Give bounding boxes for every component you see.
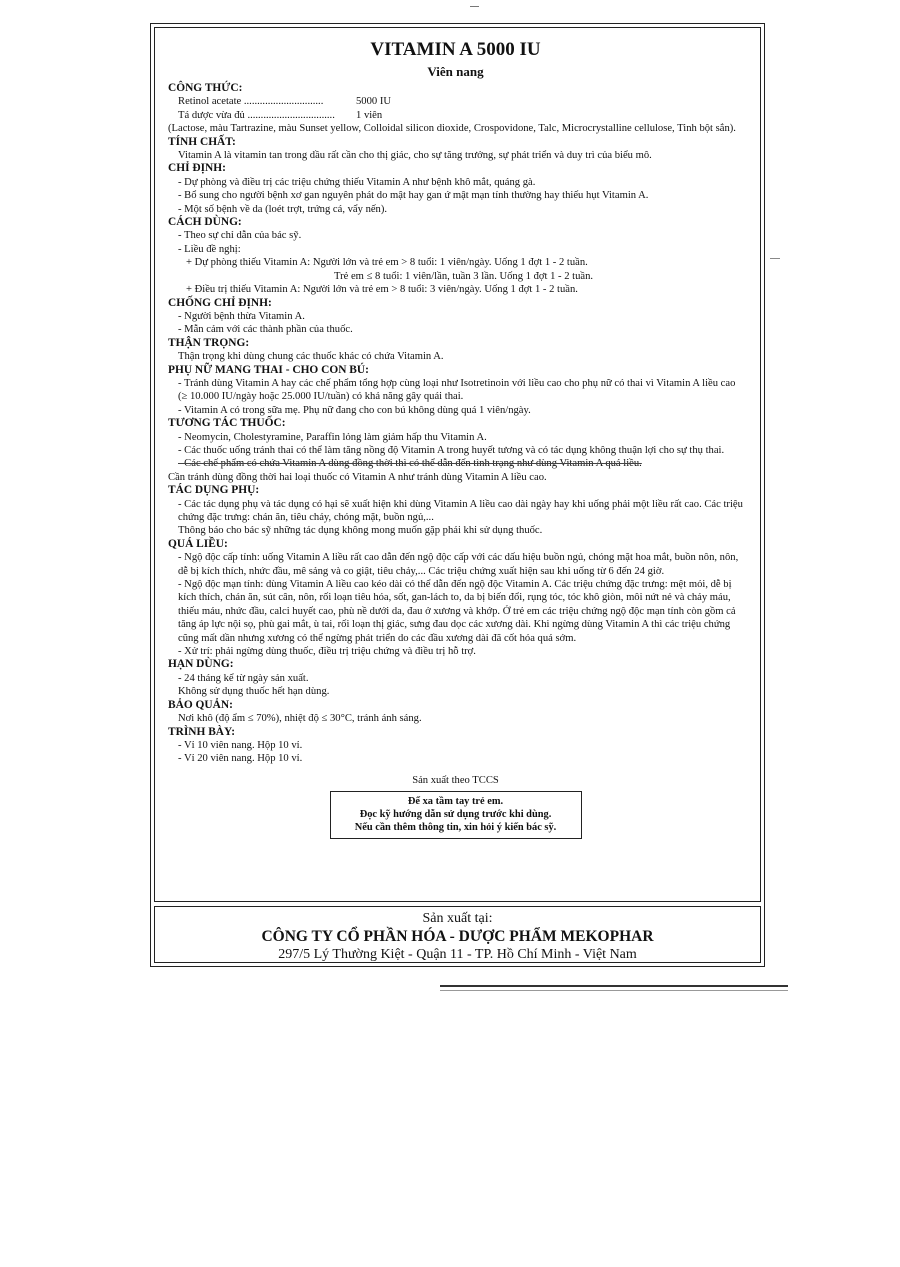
usage-item: - Theo sự chỉ dẫn của bác sỹ. (178, 230, 302, 242)
interaction-item: - Các thuốc uống tránh thai có thể làm tăng nồng độ Vitamin A trong huyết tương và có tác dụng không thuận lợi cho sự thụ thai. (178, 444, 725, 456)
formula-label: Tá dược vừa đủ ................................. (178, 109, 335, 121)
usage-item: - Liều đề nghị: (178, 243, 241, 255)
pregnancy-item: - Tránh dùng Vitamin A hay các chế phẩm tổng hợp cùng loại như Isotretinoin với liều cao cho phụ nữ có thai vì Vitamin A liều cao (≥ 10.000 IU/ngày hoặc 25.000 IU/tuần) có khả năng gây quái thai. (178, 377, 736, 403)
overdose-item: - Ngộ độc cấp tính: uống Vitamin A liều rất cao dẫn đến ngộ độc cấp với các dấu hiệu buồn ngủ, chóng mặt hoa mắt, buồn nôn, nôn, dễ bị kích thích, nhức đầu, mê sảng và co giật, tiêu chảy,... Các triệu chứng xuất hiện sau khi uống từ 6 đến 24 giờ. (178, 552, 739, 577)
leaflet-content (168, 38, 743, 839)
indication-item: - Một số bệnh về da (loét trợt, trứng cá, vẩy nến). (178, 203, 388, 215)
expiry-item: - 24 tháng kể từ ngày sản xuất. (178, 672, 309, 684)
formula-row (168, 95, 743, 108)
formula-row (168, 109, 743, 122)
pregnancy-item: - Vitamin A có trong sữa mẹ. Phụ nữ đang cho con bú không dùng quá 1 viên/ngày. (178, 404, 531, 416)
expiry-item: Không sử dụng thuốc hết hạn dùng. (178, 686, 330, 698)
usage-treatment: + Điều trị thiếu Vitamin A: Người lớn và trẻ em > 8 tuổi: 3 viên/ngày. Uống 1 đợt 1 - 2 tuần. (186, 284, 578, 296)
usage-heading: CÁCH DÙNG: (168, 216, 242, 229)
indications-heading: CHỈ ĐỊNH: (168, 162, 226, 175)
storage-heading: BẢO QUẢN: (168, 698, 233, 711)
presentation-item: - Vỉ 20 viên nang. Hộp 10 vỉ. (178, 753, 303, 765)
formula-value: 1 viên (356, 109, 383, 121)
properties-heading: TÍNH CHẤT: (168, 135, 236, 148)
interaction-note: Cần tránh dùng đồng thời hai loại thuốc có Vitamin A như tránh dùng Vitamin A liều cao. (168, 471, 547, 483)
warning-box (330, 791, 582, 839)
warning-line: Để xa tầm tay trẻ em. (407, 796, 504, 808)
usage-prevention-child: Trẻ em ≤ 8 tuổi: 1 viên/lần, tuần 3 lần. Uống 1 đợt 1 - 2 tuần. (334, 270, 594, 282)
precautions-heading: THẬN TRỌNG: (168, 336, 250, 349)
interaction-item: - Các chế phẩm có chứa Vitamin A dùng đồng thời thì có thể dẫn đến tình trạng như dùng Vitamin A quá liều. (178, 458, 642, 470)
formula-heading: CÔNG THỨC: (168, 82, 243, 94)
production-standard: Sản xuất theo TCCS (412, 774, 499, 786)
overdose-item: - Ngộ độc mạn tính: dùng Vitamin A liều cao kéo dài có thể dẫn đến ngộ độc Vitamin A. Các triệu chứng đặc trưng: mệt mỏi, dễ bị kích thích, chán ăn, sút cân, nôn, rối loạn tiêu hóa, sốt, gan-lách to, da bị biến đổi, rụng tóc, tóc khô giòn, môi nứt nẻ và chảy máu, thiếu máu, nhức đầu, calci huyết cao, phù nề dưới da, đau ở xương và khớp. Ở trẻ em các triệu chứng ngộ độc mạn tính còn gồm cả tăng áp lực nội sọ, phù gai mắt, ù tai, rối loạn thị giác, sưng đau dọc các xương dài. Khi ngừng dùng Vitamin A thì các triệu chứng cũng mất dần nhưng xương có thể ngừng phát triển do các đầu xương dài đã cốt hóa quá sớm. (178, 579, 736, 644)
precautions-text: Thận trọng khi dùng chung các thuốc khác có chứa Vitamin A. (178, 351, 444, 363)
expiry-heading: HẠN DÙNG: (168, 658, 234, 671)
side-effects-heading: TÁC DỤNG PHỤ: (168, 484, 260, 497)
overdose-heading: QUÁ LIỀU: (168, 537, 228, 550)
manufacturer-name: CÔNG TY CỔ PHẦN HÓA - DƯỢC PHẨM MEKOPHAR (261, 928, 654, 945)
indication-item: - Dự phòng và điều trị các triệu chứng thiếu Vitamin A như bệnh khô mắt, quáng gà. (178, 176, 536, 188)
presentation-item: - Vỉ 10 viên nang. Hộp 10 vỉ. (178, 739, 303, 751)
formula-value: 5000 IU (356, 96, 392, 108)
crop-mark-top (470, 6, 479, 7)
contraindication-item: - Người bệnh thừa Vitamin A. (178, 310, 305, 322)
usage-prevention: + Dự phòng thiếu Vitamin A: Người lớn và trẻ em > 8 tuổi: 1 viên/ngày. Uống 1 đợt 1 - 2 tuần. (186, 257, 588, 269)
side-effect-item: - Các tác dụng phụ và tác dụng có hại sẽ xuất hiện khi dùng Vitamin A liều cao dài ngày hay khi uống phải một liều rất cao. Các triệu chứng đặc trưng: chán ăn, tiêu chảy, chóng mặt, buồn ngủ,... (178, 498, 743, 523)
warning-line: Nếu cần thêm thông tin, xin hỏi ý kiến bác sỹ. (354, 822, 557, 834)
contraindication-item: - Mẫn cảm với các thành phần của thuốc. (178, 324, 353, 336)
warning-line: Đọc kỹ hướng dẫn sử dụng trước khi dùng. (359, 809, 552, 821)
dosage-form: Viên nang (427, 64, 484, 79)
product-title: VITAMIN A 5000 IU (370, 39, 541, 60)
side-effect-item: Thông báo cho bác sỹ những tác dụng không mong muốn gặp phải khi sử dụng thuốc. (178, 525, 543, 537)
interactions-heading: TƯƠNG TÁC THUỐC: (168, 417, 286, 430)
excipients-note: (Lactose, màu Tartrazine, màu Sunset yellow, Colloidal silicon dioxide, Crospovidone, Talc, Microcrystalline cellulose, Tinh bột sắn). (168, 123, 736, 135)
presentation-heading: TRÌNH BÀY: (168, 725, 235, 738)
manufacturer-label: Sản xuất tại: (422, 911, 493, 926)
properties-text: Vitamin A là vitamin tan trong dầu rất cần cho thị giác, cho sự tăng trưởng, sự phát triển và duy trì của biểu mô. (178, 150, 652, 162)
manufacturer-box (154, 906, 761, 963)
cut-line (440, 985, 788, 987)
overdose-item: - Xử trí: phải ngừng dùng thuốc, điều trị triệu chứng và điều trị hỗ trợ. (178, 646, 476, 658)
formula-label: Retinol acetate .............................. (178, 96, 324, 108)
cut-line-shadow (440, 990, 788, 991)
storage-text: Nơi khô (độ ẩm ≤ 70%), nhiệt độ ≤ 30°C, tránh ánh sáng. (178, 713, 422, 725)
manufacturer-address: 297/5 Lý Thường Kiệt - Quận 11 - TP. Hồ Chí Minh - Việt Nam (278, 947, 637, 962)
indication-item: - Bổ sung cho người bệnh xơ gan nguyên phát do mật hay gan ứ mật mạn tính thường hay thiếu hụt Vitamin A. (178, 190, 649, 202)
interaction-item: - Neomycin, Cholestyramine, Paraffin lỏng làm giảm hấp thu Vitamin A. (178, 431, 487, 443)
pregnancy-heading: PHỤ NỮ MANG THAI - CHO CON BÚ: (168, 363, 369, 376)
contraindications-heading: CHỐNG CHỈ ĐỊNH: (168, 296, 272, 309)
crop-mark-right (770, 258, 780, 259)
